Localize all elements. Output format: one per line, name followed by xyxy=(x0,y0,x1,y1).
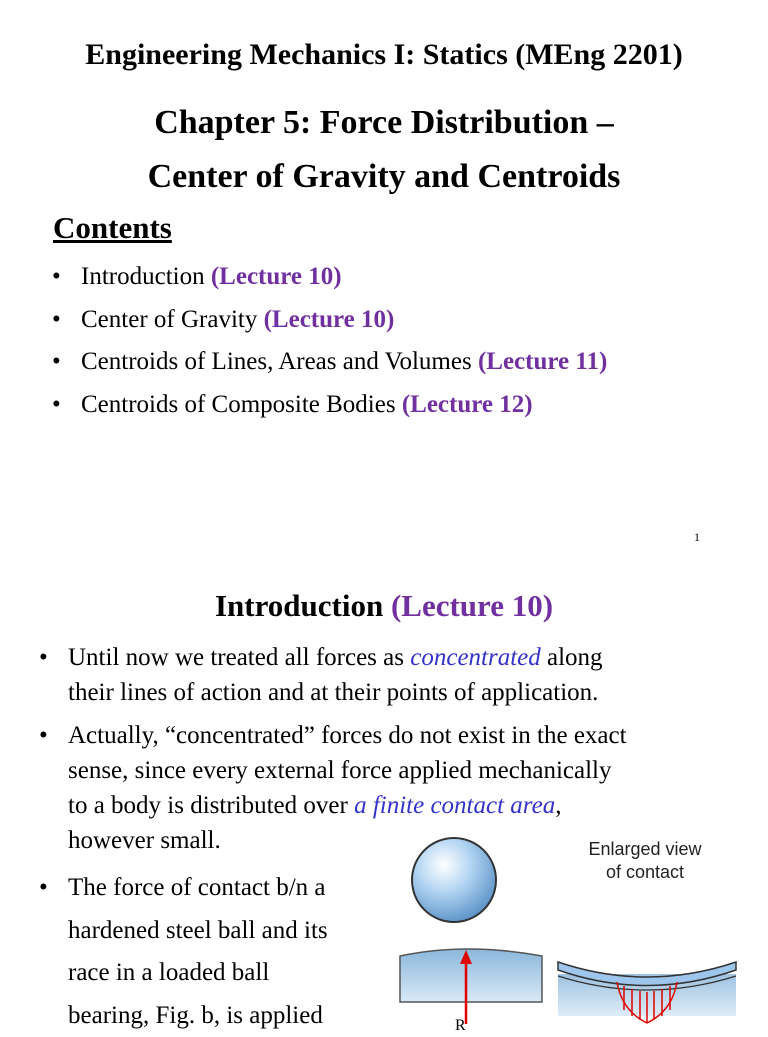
toc-topic: Introduction xyxy=(81,263,205,290)
chapter-title-line-1: Chapter 5: Force Distribution – xyxy=(0,104,768,142)
paragraph-line: sense, since every external force applied mechanically xyxy=(68,753,627,788)
highlight-concentrated: concentrated xyxy=(410,644,541,671)
section-heading xyxy=(0,588,768,624)
toc-lecture: (Lecture 12) xyxy=(402,391,533,418)
text-run: , xyxy=(555,792,561,819)
page-number: 1 xyxy=(694,530,700,545)
toc-item xyxy=(52,384,607,427)
paragraph-line: their lines of action and at their points of application. xyxy=(68,675,603,710)
paragraph-line: hardened steel ball and its xyxy=(68,910,408,953)
race-left xyxy=(400,949,542,1002)
toc-item xyxy=(52,341,607,384)
figure-label-partial: R xyxy=(455,1018,466,1024)
bullet: • xyxy=(52,341,81,384)
slide-2 xyxy=(0,556,768,1024)
toc-lecture: (Lecture 11) xyxy=(478,348,607,375)
table-of-contents xyxy=(52,256,607,426)
toc-topic: Centroids of Lines, Areas and Volumes xyxy=(81,348,472,375)
bullet: • xyxy=(39,867,48,910)
course-title: Engineering Mechanics I: Statics (MEng 2201) xyxy=(0,38,768,72)
contents-heading: Contents xyxy=(53,210,172,246)
bullet: • xyxy=(52,256,81,299)
paragraph-line: bearing, Fig. b, is applied xyxy=(68,995,408,1037)
toc-item xyxy=(52,256,607,299)
text-run: along xyxy=(541,644,603,671)
toc-item xyxy=(52,299,607,342)
paragraph-line xyxy=(68,640,603,675)
bullet: • xyxy=(39,718,48,753)
heading-text: Introduction xyxy=(215,588,383,623)
text-run: to a body is distributed over xyxy=(68,792,354,819)
heading-lecture: (Lecture 10) xyxy=(391,588,553,623)
caption-line: Enlarged view xyxy=(560,838,730,861)
toc-lecture: (Lecture 10) xyxy=(211,263,342,290)
chapter-title-line-2: Center of Gravity and Centroids xyxy=(0,158,768,196)
caption-line: of contact xyxy=(560,861,730,884)
paragraph-line: however small. xyxy=(68,823,627,858)
text-run: Until now we treated all forces as xyxy=(68,644,410,671)
toc-lecture: (Lecture 10) xyxy=(264,306,395,333)
paragraph-line: The force of contact b/n a xyxy=(68,867,408,910)
bullet: • xyxy=(39,640,48,675)
toc-topic: Centroids of Composite Bodies xyxy=(81,391,396,418)
bullet: • xyxy=(52,384,81,427)
toc-topic: Center of Gravity xyxy=(81,306,257,333)
steel-ball xyxy=(412,838,496,922)
figure-caption xyxy=(560,838,730,884)
paragraph-line xyxy=(68,788,627,823)
bullet: • xyxy=(52,299,81,342)
paragraph-line: Actually, “concentrated” forces do not exist in the exact xyxy=(68,718,627,753)
highlight-finite-contact-area: a finite contact area xyxy=(354,792,555,819)
paragraph-line: race in a loaded ball xyxy=(68,952,408,995)
